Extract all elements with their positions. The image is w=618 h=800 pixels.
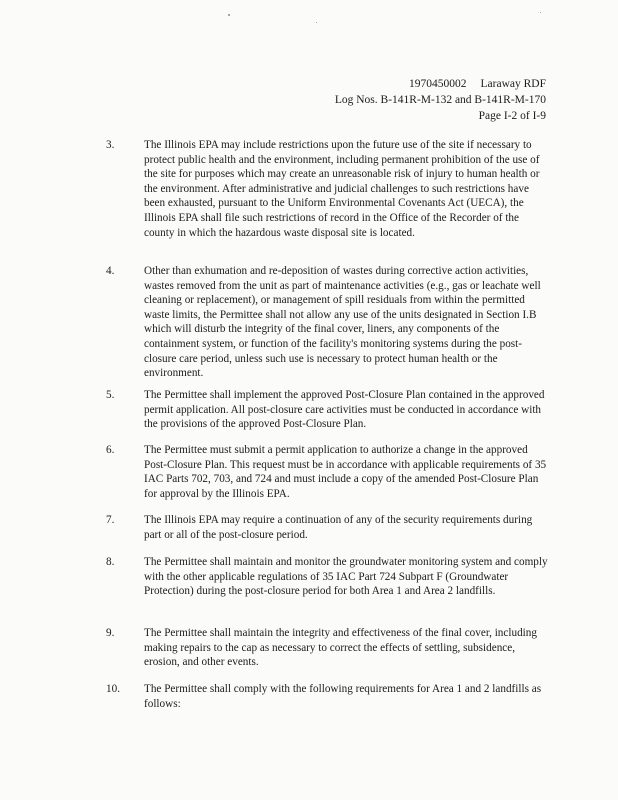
- list-item-3: [106, 138, 551, 240]
- list-item-6: [106, 443, 551, 501]
- item-number: 6.: [106, 444, 115, 456]
- list-item-10: [106, 682, 551, 711]
- item-text: The Permittee shall maintain and monitor the groundwater monitoring system and comply with the other applicable regulations of 35 IAC Part 724 Subpart F (Groundwater Protection) during the post-closure period for both Area 1 and Area 2 landfills.: [144, 556, 548, 598]
- scan-speck: [540, 12, 541, 13]
- item-number: 9.: [106, 627, 115, 639]
- list-item-4: [106, 264, 551, 381]
- item-number: 5.: [106, 389, 115, 401]
- list-item-5: [106, 388, 551, 432]
- scan-speck: [228, 14, 230, 16]
- item-text: The Permittee shall implement the approved Post-Closure Plan contained in the approved permit application. All post-closure care activities must be conducted in accordance with the provisions of the approved Post-Closure Plan.: [144, 389, 545, 431]
- item-text: The Illinois EPA may include restrictions upon the future use of the site if necessary to protect public health and the environment, including permanent prohibition of the use of the site for purposes which may create an unreasonable risk of injury to human health or the environment. After administrative and judicial challenges to such restrictions have been exhausted, pursuant to the Uniform Environmental Covenants Act (UECA), the Illinois EPA shall file such restrictions of record in the Office of the Recorder of the county in which the hazardous waste disposal site is located.: [144, 139, 540, 239]
- list-item-8: [106, 555, 551, 599]
- facility-name: Laraway RDF: [480, 78, 546, 90]
- item-number: 10.: [106, 683, 120, 695]
- item-text: The Permittee shall maintain the integrity and effectiveness of the final cover, including making repairs to the cap as necessary to correct the effects of settling, subsidence, erosion, and other events.: [144, 627, 537, 669]
- item-number: 4.: [106, 265, 115, 277]
- item-text: Other than exhumation and re-deposition of wastes during corrective action activities, wastes removed from the unit as part of maintenance activities (e.g., gas or leachate well cleaning or replacement), or management of spill residuals from within the permitted waste limits, the Permittee shall not allow any use of the units designated in Section I.B which will disturb the integrity of the final cover, liners, any components of the containment system, or function of the facility's monitoring systems during the post-closure care period, unless such use is necessary to protect human health or the environment.: [144, 265, 541, 380]
- header-id-line: [335, 76, 546, 92]
- item-text: The Illinois EPA may require a continuation of any of the security requirements during part or all of the post-closure period.: [144, 514, 533, 541]
- doc-id: 1970450002: [409, 78, 467, 90]
- page-header: [335, 76, 546, 124]
- item-number: 7.: [106, 514, 115, 526]
- item-number: 3.: [106, 139, 115, 151]
- list-item-7: [106, 513, 551, 542]
- item-text: The Permittee must submit a permit application to authorize a change in the approved Post-Closure Plan. This request must be in accordance with applicable requirements of 35 IAC Parts 702, 703, and 724 and must include a copy of the amended Post-Closure Plan for approval by the Illinois EPA.: [144, 444, 547, 500]
- item-number: 8.: [106, 556, 115, 568]
- item-text: The Permittee shall comply with the following requirements for Area 1 and 2 landfills as follows:: [144, 683, 542, 710]
- log-numbers: Log Nos. B-141R-M-132 and B-141R-M-170: [334, 94, 546, 106]
- page-number: Page I-2 of I-9: [478, 110, 546, 122]
- list-item-9: [106, 626, 551, 670]
- scan-speck: [316, 22, 317, 23]
